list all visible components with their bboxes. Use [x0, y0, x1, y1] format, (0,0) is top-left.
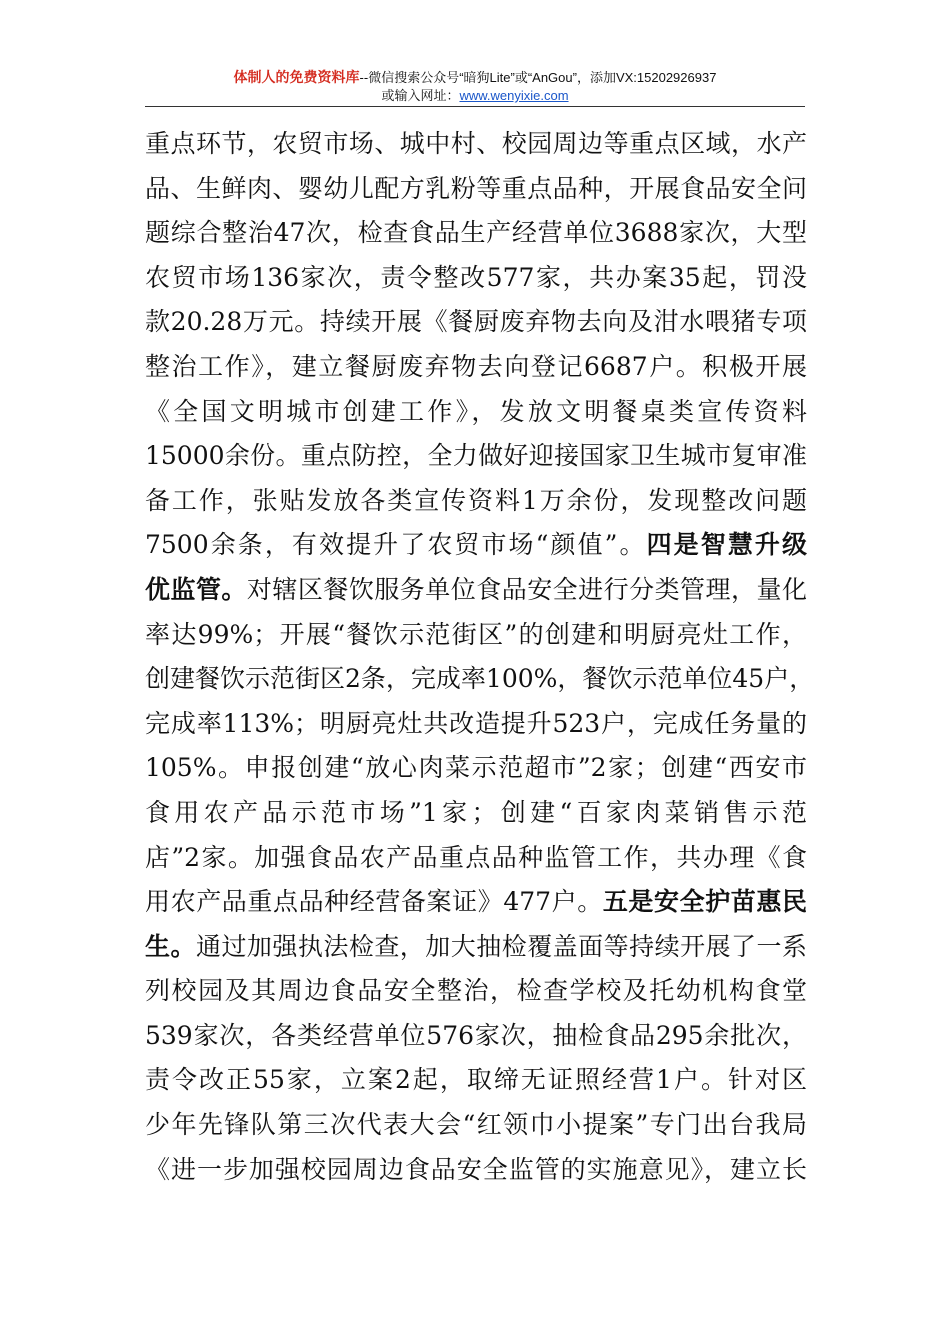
body-line: 整治工作》，建立餐厨废弃物去向登记6687户。积极开展 [145, 351, 807, 381]
body-line: 题综合整治47次，检查食品生产经营单位3688家次，大型 [145, 218, 807, 248]
body-line: 店”2家。加强食品农产品重点品种监管工作，共办理《食 [145, 842, 807, 872]
body-line: 农贸市场136家次，责令整改577家，共办案35起，罚没 [145, 262, 807, 292]
body-line: 用农产品重点品种经营备案证》477户。五是安全护苗惠民 [145, 887, 807, 917]
body-line: 105%。申报创建“放心肉菜示范超市”2家；创建“西安市 [145, 753, 807, 783]
section-heading-4-end: 优监管。 [145, 574, 247, 604]
body-line: 7500余条，有效提升了农贸市场“颜值”。四是智慧升级 [145, 530, 807, 560]
header-url-prefix: 或输入网址： [381, 88, 460, 103]
body-line: 备工作，张贴发放各类宣传资料1万余份，发现整改问题 [145, 485, 807, 515]
body-line: 优监管。对辖区餐饮服务单位食品安全进行分类管理，量化 [145, 574, 807, 604]
body-line: 食用农产品示范市场”1家；创建“百家肉菜销售示范 [145, 797, 807, 827]
section-heading-5-end: 生。 [145, 931, 196, 961]
body-line: 创建餐饮示范街区2条，完成率100%，餐饮示范单位45户， [145, 664, 815, 694]
body-line: 539家次，各类经营单位576家次，抽检食品295余批次， [145, 1020, 807, 1050]
body-line: 责令改正55家，立案2起，取缔无证照经营1户。针对区 [145, 1065, 807, 1095]
body-line: 列校园及其周边食品安全整治，检查学校及托幼机构食堂 [145, 976, 807, 1006]
header-url-link[interactable]: www.wenyixie.com [459, 88, 569, 103]
body-line: 15000余份。重点防控，全力做好迎接国家卫生城市复审准 [145, 441, 807, 471]
section-heading-4: 四是智慧升级 [646, 530, 807, 560]
body-line: 《全国文明城市创建工作》，发放文明餐桌类宣传资料 [145, 396, 807, 426]
header-divider [145, 106, 805, 107]
section-heading-5: 五是安全护苗惠民 [602, 887, 807, 917]
header-brand: 体制人的免费资料库 [233, 69, 360, 85]
body-line: 重点环节，农贸市场、城中村、校园周边等重点区域，水产 [145, 129, 807, 158]
document-header [145, 68, 805, 105]
body-line: 少年先锋队第三次代表大会“红领巾小提案”专门出台我局 [145, 1110, 807, 1140]
body-line: 品、生鲜肉、婴幼儿配方乳粉等重点品种，开展食品安全问 [145, 173, 807, 203]
header-line-1 [145, 68, 805, 87]
body-line: 生。通过加强执法检查，加大抽检覆盖面等持续开展了一系 [145, 931, 807, 961]
body-line: 率达99%；开展“餐饮示范街区”的创建和明厨亮灶工作， [145, 619, 807, 649]
document-body [145, 122, 815, 1192]
header-info: --微信搜索公众号“暗狗Lite”或“AnGou”，添加VX:15202926937 [359, 70, 717, 85]
body-line: 完成率113%；明厨亮灶共改造提升523户，完成任务量的 [145, 708, 807, 738]
body-line: 款20.28万元。持续开展《餐厨废弃物去向及泔水喂猪专项 [145, 307, 807, 337]
body-line: 《进一步加强校园周边食品安全监管的实施意见》，建立长 [145, 1154, 807, 1184]
header-line-2 [145, 87, 805, 105]
